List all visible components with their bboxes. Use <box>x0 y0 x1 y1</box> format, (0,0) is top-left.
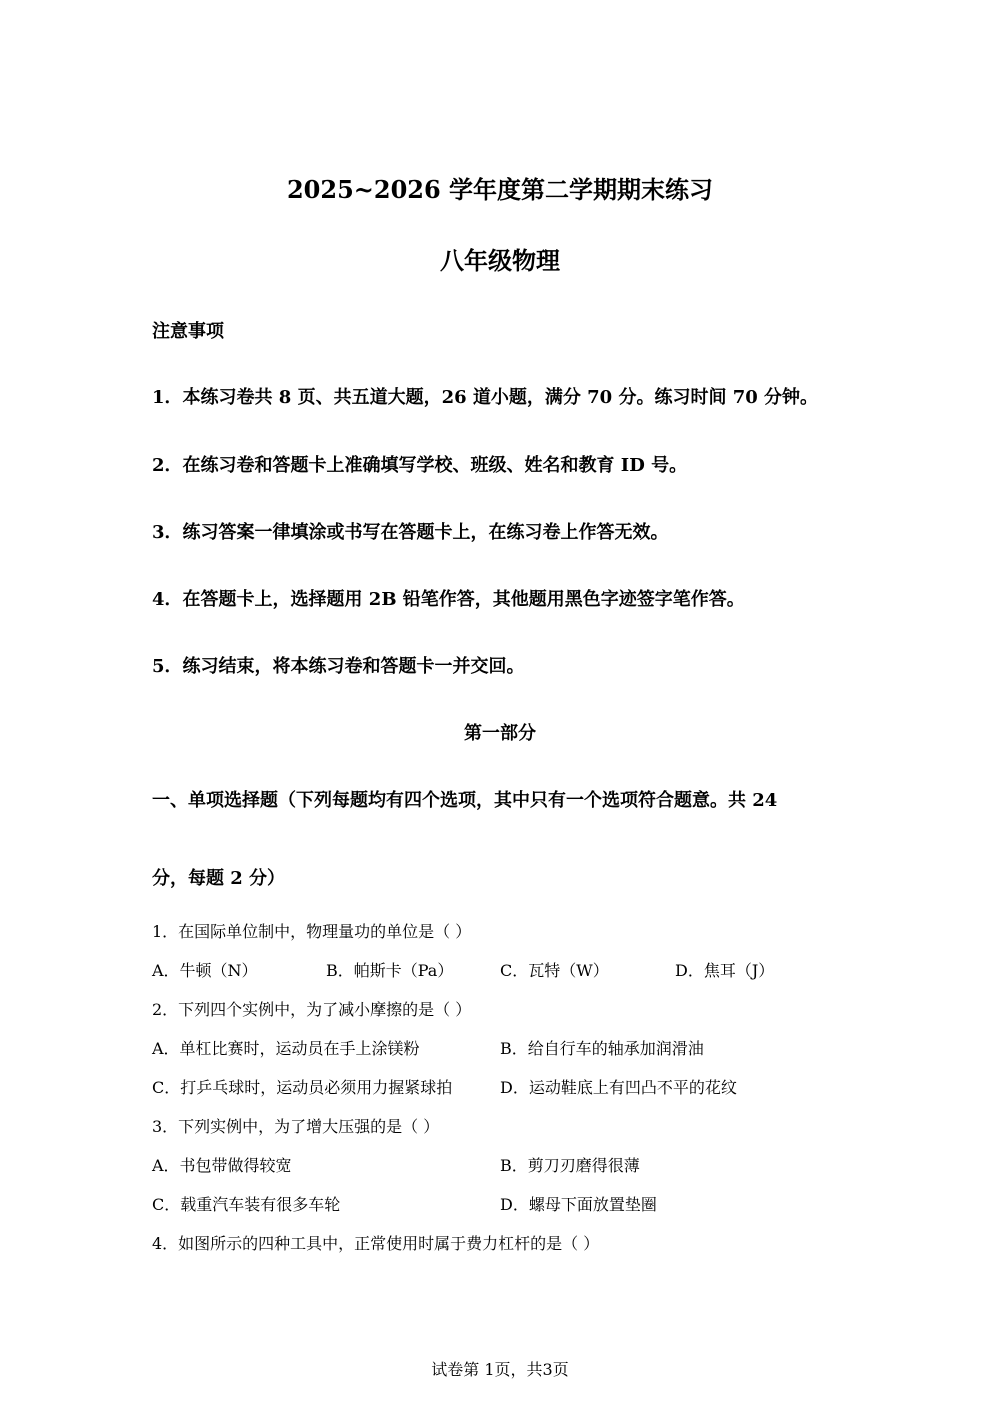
question-stem: 3．下列实例中，为了增大压强的是（ ） <box>152 1117 440 1136</box>
notice-item: 5．练习结束，将本练习卷和答题卡一并交回。 <box>152 656 525 677</box>
option-a: A．书包带做得较宽 <box>152 1156 292 1175</box>
option-b: B．帕斯卡（Pa） <box>326 961 454 980</box>
question-stem: 1．在国际单位制中，物理量功的单位是（ ） <box>152 922 472 941</box>
page-footer: 试卷第 1页，共3页 <box>431 1360 569 1379</box>
option-d: D．运动鞋底上有凹凸不平的花纹 <box>500 1078 737 1097</box>
section-heading-line1: 一、单项选择题（下列每题均有四个选项，其中只有一个选项符合题意。共 24 <box>152 790 778 811</box>
page-subtitle: 八年级物理 <box>440 246 560 275</box>
page-title: 2025~2026 学年度第二学期期末练习 <box>286 175 714 204</box>
option-b: B．剪刀刃磨得很薄 <box>500 1156 640 1175</box>
notice-item: 1．本练习卷共 8 页、共五道大题，26 道小题，满分 70 分。练习时间 70 分钟。 <box>152 387 819 408</box>
notice-item: 3．练习答案一律填涂或书写在答题卡上，在练习卷上作答无效。 <box>152 522 669 543</box>
option-d: D．焦耳（J） <box>675 961 775 980</box>
option-c: C．载重汽车装有很多车轮 <box>152 1195 341 1214</box>
notice-item: 4．在答题卡上，选择题用 2B 铅笔作答，其他题用黑色字迹签字笔作答。 <box>152 589 745 610</box>
section-heading-line2: 分，每题 2 分） <box>152 868 286 889</box>
option-b: B．给自行车的轴承加润滑油 <box>500 1039 704 1058</box>
option-a: A．牛顿（N） <box>152 961 258 980</box>
option-d: D．螺母下面放置垫圈 <box>500 1195 657 1214</box>
part-heading: 第一部分 <box>464 723 536 744</box>
question-stem: 4．如图所示的四种工具中，正常使用时属于费力杠杆的是（ ） <box>152 1234 600 1253</box>
question-stem: 2．下列四个实例中，为了减小摩擦的是（ ） <box>152 1000 472 1019</box>
notice-item: 2．在练习卷和答题卡上准确填写学校、班级、姓名和教育 ID 号。 <box>152 455 688 476</box>
notice-heading: 注意事项 <box>152 321 224 342</box>
option-a: A．单杠比赛时，运动员在手上涂镁粉 <box>152 1039 420 1058</box>
option-c: C．打乒乓球时，运动员必须用力握紧球拍 <box>152 1078 453 1097</box>
option-c: C．瓦特（W） <box>500 961 609 980</box>
